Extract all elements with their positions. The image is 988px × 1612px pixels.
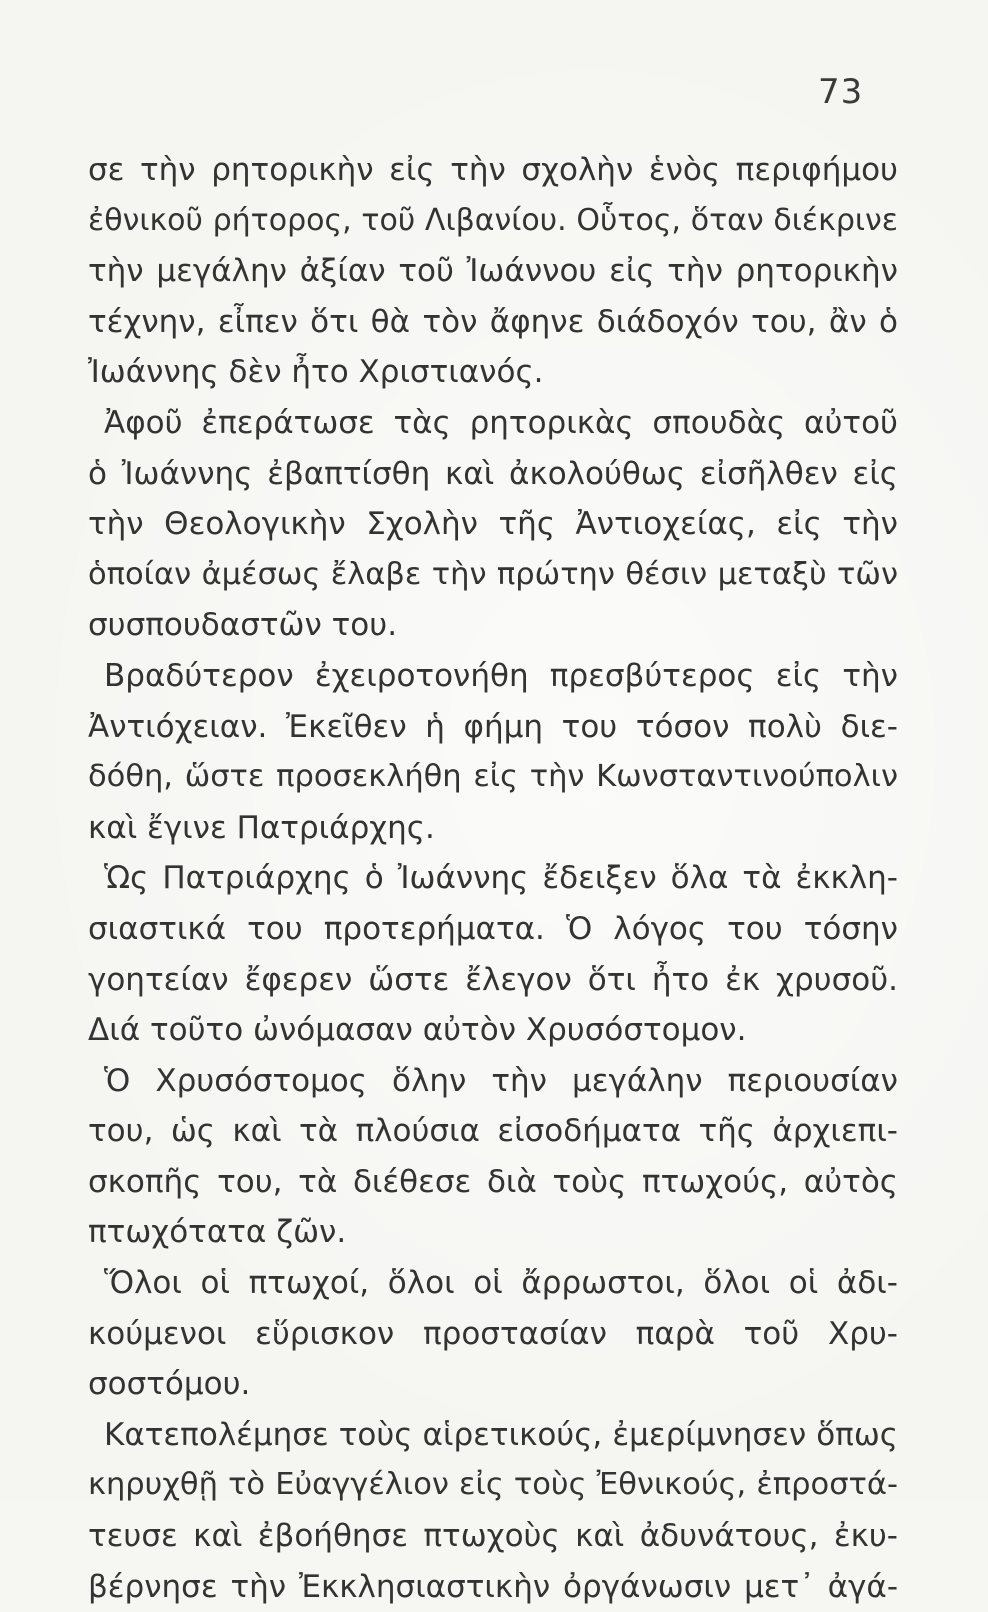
text-line: τὴν μεγάλην ἀξίαν τοῦ Ἰωάννου εἰς τὴν ρητορικὴν: [88, 253, 898, 290]
text-line: τέχνην, εἶπεν ὅτι θὰ τὸν ἄφηνε διάδοχόν του, ἂν ὁ: [88, 303, 898, 340]
text-line: Ὡς Πατριάρχης ὁ Ἰωάννης ἔδειξεν ὅλα τὰ ἐκκλη-: [104, 860, 898, 897]
text-line: σοστόμου.: [88, 1366, 251, 1403]
text-line: Ὁ Χρυσόστομος ὅλην τὴν μεγάλην περιουσίαν: [104, 1062, 898, 1099]
text-line: πτωχότατα ζῶν.: [88, 1214, 347, 1251]
text-line: σκοπῆς του, τὰ διέθεσε διὰ τοὺς πτωχούς, αὐτὸς: [88, 1163, 898, 1200]
text-line: δόθη, ὥστε προσεκλήθη εἰς τὴν Κωνσταντινούπολιν: [88, 759, 898, 795]
text-line: Ἀφοῦ ἐπεράτωσε τὰς ρητορικὰς σπουδὰς αὐτοῦ: [104, 404, 898, 441]
text-line: Διά τοῦτο ὠνόμασαν αὐτὸν Χρυσόστομον.: [88, 1012, 747, 1049]
text-line: Ἰωάννης δὲν ἦτο Χριστιανός.: [88, 354, 544, 391]
text-line: σιαστικά του προτερήματα. Ὁ λόγος του τόσην: [88, 910, 898, 947]
text-line: Βραδύτερον ἐχειροτονήθη πρεσβύτερος εἰς τὴν: [104, 657, 898, 694]
text-line: του, ὡς καὶ τὰ πλούσια εἰσοδήματα τῆς ἀρχιεπι-: [88, 1113, 898, 1150]
body-text: [88, 145, 898, 1612]
text-line: Ἀντιόχειαν. Ἐκεῖθεν ἡ φήμη του τόσον πολὺ διε-: [88, 708, 898, 745]
text-line: βέρνησε τὴν Ἐκκλησιαστικὴν ὀργάνωσιν μετ᾽ ἀγά-: [88, 1568, 898, 1605]
text-line: κηρυχθῇ τὸ Εὐαγγέλιον εἰς τοὺς Ἐθνικούς, ἐπροστά-: [88, 1467, 898, 1503]
text-line: κούμενοι εὕρισκον προστασίαν παρὰ τοῦ Χρυ-: [88, 1315, 898, 1352]
text-line: Ὅλοι οἱ πτωχοί, ὅλοι οἱ ἄρρωστοι, ὅλοι οἱ ἀδι-: [104, 1265, 898, 1302]
text-line: σε τὴν ρητορικὴν εἰς τὴν σχολὴν ἑνὸς περιφήμου: [88, 152, 898, 188]
text-line: τὴν Θεολογικὴν Σχολὴν τῆς Ἀντιοχείας, εἰς τὴν: [88, 506, 898, 543]
text-line: καὶ ἔγινε Πατριάρχης.: [88, 809, 435, 846]
text-line: ἐθνικοῦ ρήτορος, τοῦ Λιβανίου. Οὗτος, ὅταν διέκρινε: [88, 202, 898, 238]
text-line: γοητείαν ἔφερεν ὥστε ἔλεγον ὅτι ἦτο ἐκ χρυσοῦ.: [88, 961, 898, 998]
text-line: ὁποίαν ἀμέσως ἔλαβε τὴν πρώτην θέσιν μεταξὺ τῶν: [88, 556, 898, 592]
page-number: 73: [818, 72, 864, 112]
text-line: συσπουδαστῶν του.: [88, 607, 398, 644]
text-line: Κατεπολέμησε τοὺς αἱρετικούς, ἐμερίμνησεν ὅπως: [104, 1416, 898, 1453]
text-line: τευσε καὶ ἐβοήθησε πτωχοὺς καὶ ἀδυνάτους, ἐκυ-: [88, 1518, 898, 1555]
text-line: ὁ Ἰωάννης ἐβαπτίσθη καὶ ἀκολούθως εἰσῆλθεν εἰς: [88, 455, 898, 492]
